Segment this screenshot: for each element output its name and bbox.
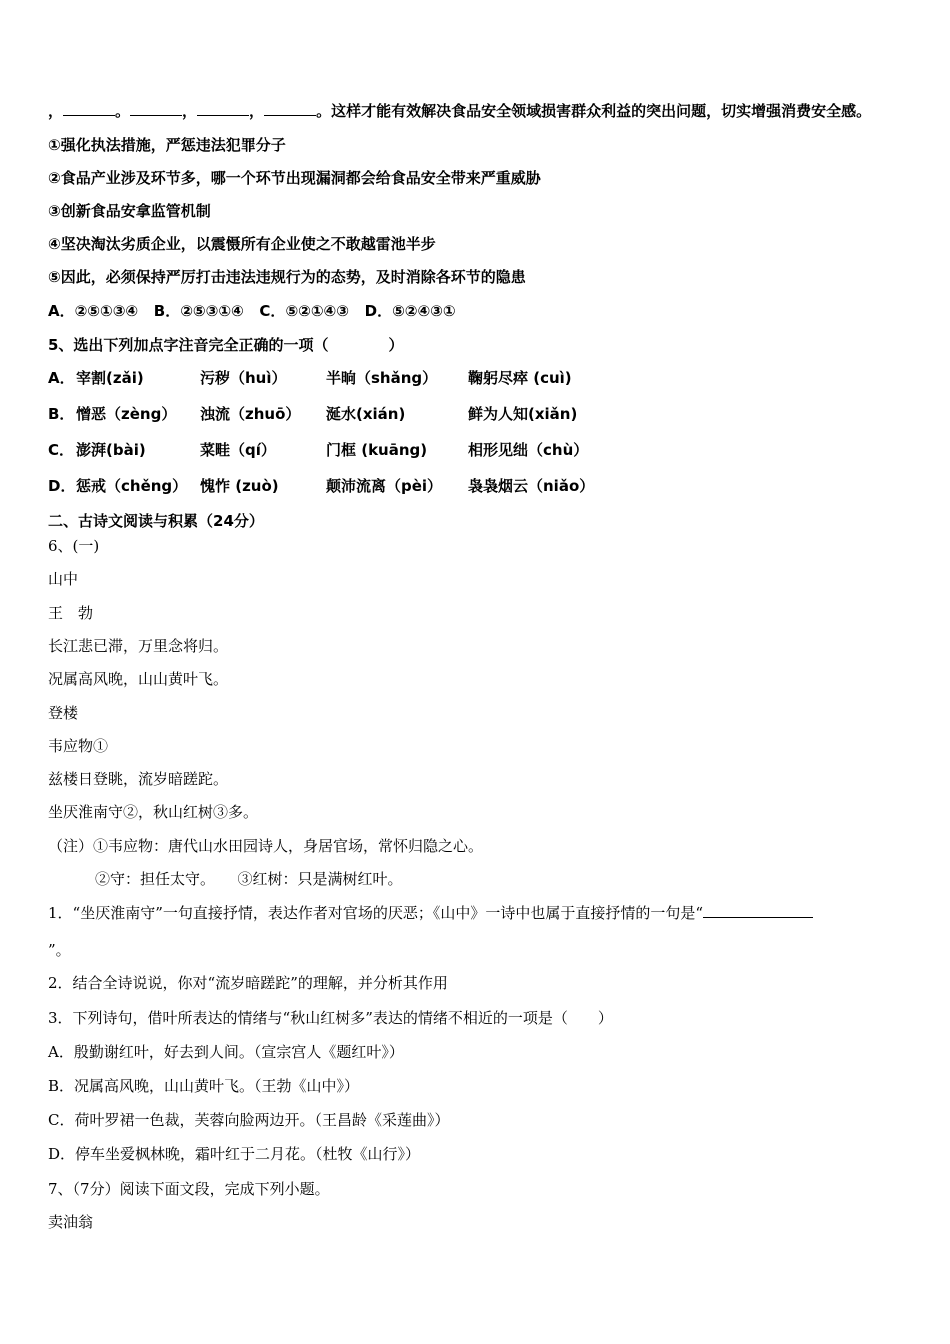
q4-blank3-tail: ， — [249, 102, 265, 120]
poem2-line-2: 坐厌淮南守②，秋山红树③多。 — [48, 803, 259, 821]
q7-title: 卖油翁 — [48, 1213, 94, 1231]
q5-cell: 颠沛流离（pèi） — [326, 477, 443, 495]
q5-cell: 愧怍 (zuò) — [200, 477, 279, 495]
q5-cell: 半晌（shǎng） — [326, 369, 438, 387]
poem1-title: 山中 — [48, 570, 79, 588]
q5-cell: 涎水(xián) — [326, 405, 406, 423]
q5-row-label: A． — [48, 369, 75, 387]
q5-stem: 5、选出下列加点字注音完全正确的一项（ ） — [48, 336, 404, 354]
poem1-author: 王 勃 — [48, 604, 94, 622]
q4-stem — [48, 101, 871, 121]
q5-cell: 浊流（zhuō） — [200, 405, 301, 423]
poem2-line-1: 兹楼日登眺，流岁暗蹉跎。 — [48, 770, 229, 788]
answer-blank-2[interactable] — [130, 101, 182, 116]
q5-cell: 污秽（huì） — [200, 369, 287, 387]
q5-cell: 相形见绌（chù） — [468, 441, 589, 459]
sub3-option-b[interactable]: B．况属高风晚，山山黄叶飞。（王勃《山中》） — [48, 1077, 360, 1095]
q4-options — [48, 301, 456, 321]
sub1-text: 1．“坐厌淮南守”一句直接抒情，表达作者对官场的厌恶；《山中》一诗中也属于直接抒情的一句是“ — [48, 904, 704, 922]
q5-cell: 憎恶（zèng） — [76, 405, 177, 423]
q5-row-label: C． — [48, 441, 75, 459]
q5-cell: 菜畦（qí） — [200, 441, 276, 459]
q4-stem-prefix: ， — [48, 102, 64, 120]
q4-item-1: ①强化执法措施，严惩违法犯罪分子 — [48, 136, 286, 154]
q7-stem: 7、（7分）阅读下面文段，完成下列小题。 — [48, 1180, 330, 1198]
q5-cell: 鞠躬尽瘁 (cuì) — [468, 369, 572, 387]
poem1-line-2: 况属高风晚，山山黄叶飞。 — [48, 670, 229, 688]
note-1: （注）①韦应物：唐代山水田园诗人，身居官场，常怀归隐之心。 — [48, 837, 484, 855]
sub3-option-a[interactable]: A．殷勤谢红叶，好去到人间。（宣宗宫人《题红叶》） — [48, 1043, 404, 1061]
q5-row-label: D． — [48, 477, 76, 495]
q4-option-a[interactable]: A．②⑤①③④ — [48, 302, 139, 320]
answer-blank-4[interactable] — [264, 101, 316, 116]
q5-cell: 惩戒（chěng） — [76, 477, 188, 495]
q4-blank1-tail: 。 — [115, 102, 131, 120]
q4-option-c[interactable]: C．⑤②①④③ — [259, 302, 349, 320]
q4-option-b[interactable]: B．②⑤③①④ — [153, 302, 244, 320]
q5-cell: 宰割(zǎi) — [76, 369, 144, 387]
q4-item-4: ④坚决淘汰劣质企业，以震慑所有企业使之不敢越雷池半步 — [48, 235, 436, 253]
sub1-close: ”。 — [48, 941, 71, 959]
q4-item-2: ②食品产业涉及环节多，哪一个环节出现漏洞都会给食品安全带来严重威胁 — [48, 169, 541, 187]
sub-question-1 — [48, 903, 813, 923]
q4-item-3: ③创新食品安拿监管机制 — [48, 202, 211, 220]
q4-item-5: ⑤因此，必须保持严厉打击违法违规行为的态势，及时消除各环节的隐患 — [48, 268, 526, 286]
sub3-option-c[interactable]: C．荷叶罗裙一色裁，芙蓉向脸两边开。（王昌龄《采莲曲》） — [48, 1111, 450, 1129]
poem2-title: 登楼 — [48, 704, 79, 722]
answer-blank-1[interactable] — [63, 101, 115, 116]
q5-cell: 门框 (kuāng) — [326, 441, 428, 459]
sub-question-2: 2．结合全诗说说，你对“流岁暗蹉跎”的理解，并分析其作用 — [48, 974, 448, 992]
poem2-author: 韦应物① — [48, 737, 109, 755]
note-2: ②守：担任太守。 ③红树：只是满树红叶。 — [95, 870, 403, 888]
q5-cell: 鲜为人知(xiǎn) — [468, 405, 578, 423]
poem1-line-1: 长江悲已滞，万里念将归。 — [48, 637, 229, 655]
q4-stem-suffix: 。这样才能有效解决食品安全领域损害群众利益的突出问题，切实增强消费安全感。 — [316, 102, 872, 120]
q5-row-label: B． — [48, 405, 75, 423]
sub3-option-d[interactable]: D．停车坐爱枫林晚，霜叶红于二月花。（杜牧《山行》） — [48, 1145, 421, 1163]
q6-head: 6、(一) — [48, 537, 100, 555]
section-heading: 二、古诗文阅读与积累（24分） — [48, 512, 264, 530]
q4-blank2-tail: ， — [182, 102, 198, 120]
sub1-answer-blank[interactable] — [703, 903, 813, 918]
sub-question-3: 3．下列诗句，借叶所表达的情绪与“秋山红树多”表达的情绪不相近的一项是（ ） — [48, 1009, 613, 1027]
q5-cell: 袅袅烟云（niǎo） — [468, 477, 595, 495]
q5-cell: 澎湃(bài) — [76, 441, 146, 459]
q4-option-d[interactable]: D．⑤②④③① — [364, 302, 456, 320]
answer-blank-3[interactable] — [197, 101, 249, 116]
